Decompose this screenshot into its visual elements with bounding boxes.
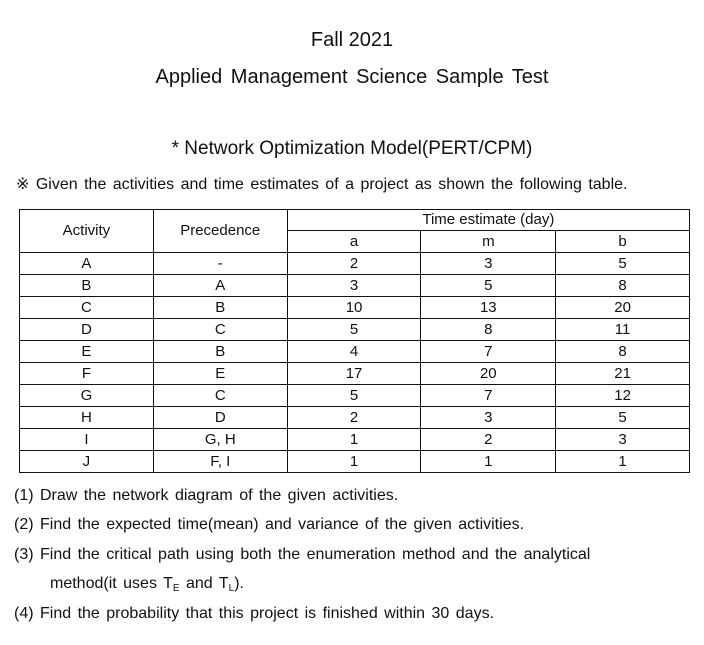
cell-b: 20 bbox=[556, 297, 690, 319]
cell-precedence: C bbox=[153, 319, 287, 341]
cell-a: 2 bbox=[287, 253, 421, 275]
question-3-line-2 bbox=[50, 575, 244, 594]
cell-a: 4 bbox=[287, 341, 421, 363]
cell-a: 3 bbox=[287, 275, 421, 297]
table-row bbox=[20, 297, 690, 319]
q3-prefix: method(it uses T bbox=[50, 575, 173, 592]
cell-b: 21 bbox=[556, 363, 690, 385]
cell-activity: G bbox=[20, 385, 154, 407]
cell-precedence: E bbox=[153, 363, 287, 385]
header-time-estimate: Time estimate (day) bbox=[287, 210, 689, 231]
cell-precedence: A bbox=[153, 275, 287, 297]
cell-activity: H bbox=[20, 407, 154, 429]
header-precedence: Precedence bbox=[153, 210, 287, 253]
cell-m: 3 bbox=[421, 253, 556, 275]
q3-sub-e: E bbox=[172, 583, 180, 594]
cell-precedence: B bbox=[153, 341, 287, 363]
cell-m: 3 bbox=[421, 407, 556, 429]
cell-a: 2 bbox=[287, 407, 421, 429]
cell-precedence: G, H bbox=[153, 429, 287, 451]
cell-b: 8 bbox=[556, 341, 690, 363]
table-row bbox=[20, 319, 690, 341]
cell-precedence: C bbox=[153, 385, 287, 407]
question-2: (2) Find the expected time(mean) and variance of the given activities. bbox=[14, 516, 525, 533]
cell-activity: I bbox=[20, 429, 154, 451]
cell-m: 2 bbox=[421, 429, 556, 451]
table-body bbox=[20, 253, 690, 473]
cell-b: 1 bbox=[556, 451, 690, 473]
table-row bbox=[20, 253, 690, 275]
cell-m: 20 bbox=[421, 363, 556, 385]
question-4: (4) Find the probability that this project is finished within 30 days. bbox=[14, 605, 495, 622]
cell-activity: J bbox=[20, 451, 154, 473]
q3-sub-l: L bbox=[228, 583, 235, 594]
q3-mid: and T bbox=[179, 575, 229, 592]
semester-heading: Fall 2021 bbox=[310, 29, 394, 51]
cell-activity: C bbox=[20, 297, 154, 319]
header-b: b bbox=[556, 231, 690, 253]
cell-b: 8 bbox=[556, 275, 690, 297]
section-title: * Network Optimization Model(PERT/CPM) bbox=[171, 138, 533, 159]
table-row bbox=[20, 385, 690, 407]
cell-activity: D bbox=[20, 319, 154, 341]
cell-activity: F bbox=[20, 363, 154, 385]
cell-precedence: F, I bbox=[153, 451, 287, 473]
cell-b: 3 bbox=[556, 429, 690, 451]
cell-activity: E bbox=[20, 341, 154, 363]
cell-m: 1 bbox=[421, 451, 556, 473]
cell-activity: B bbox=[20, 275, 154, 297]
cell-m: 5 bbox=[421, 275, 556, 297]
cell-a: 1 bbox=[287, 451, 421, 473]
question-1: (1) Draw the network diagram of the given activities. bbox=[14, 487, 399, 504]
cell-precedence: B bbox=[153, 297, 287, 319]
cell-m: 13 bbox=[421, 297, 556, 319]
cell-b: 5 bbox=[556, 253, 690, 275]
cell-b: 12 bbox=[556, 385, 690, 407]
table-row bbox=[20, 407, 690, 429]
table-row bbox=[20, 341, 690, 363]
cell-b: 5 bbox=[556, 407, 690, 429]
table-row bbox=[20, 363, 690, 385]
table-row bbox=[20, 429, 690, 451]
intro-text: ※ Given the activities and time estimates of a project as shown the following table. bbox=[16, 176, 628, 193]
header-a: a bbox=[287, 231, 421, 253]
test-title: Applied Management Science Sample Test bbox=[155, 66, 549, 88]
cell-a: 5 bbox=[287, 385, 421, 407]
header-activity: Activity bbox=[20, 210, 154, 253]
question-3-line-1: (3) Find the critical path using both the enumeration method and the analytical bbox=[14, 546, 591, 563]
cell-m: 7 bbox=[421, 385, 556, 407]
table-row bbox=[20, 451, 690, 473]
cell-precedence: D bbox=[153, 407, 287, 429]
q3-suffix: ). bbox=[234, 575, 244, 592]
cell-a: 17 bbox=[287, 363, 421, 385]
cell-b: 11 bbox=[556, 319, 690, 341]
cell-precedence: - bbox=[153, 253, 287, 275]
cell-a: 5 bbox=[287, 319, 421, 341]
cell-m: 7 bbox=[421, 341, 556, 363]
cell-a: 1 bbox=[287, 429, 421, 451]
cell-m: 8 bbox=[421, 319, 556, 341]
cell-activity: A bbox=[20, 253, 154, 275]
table-row bbox=[20, 275, 690, 297]
cell-a: 10 bbox=[287, 297, 421, 319]
header-m: m bbox=[421, 231, 556, 253]
activity-table bbox=[19, 209, 690, 473]
